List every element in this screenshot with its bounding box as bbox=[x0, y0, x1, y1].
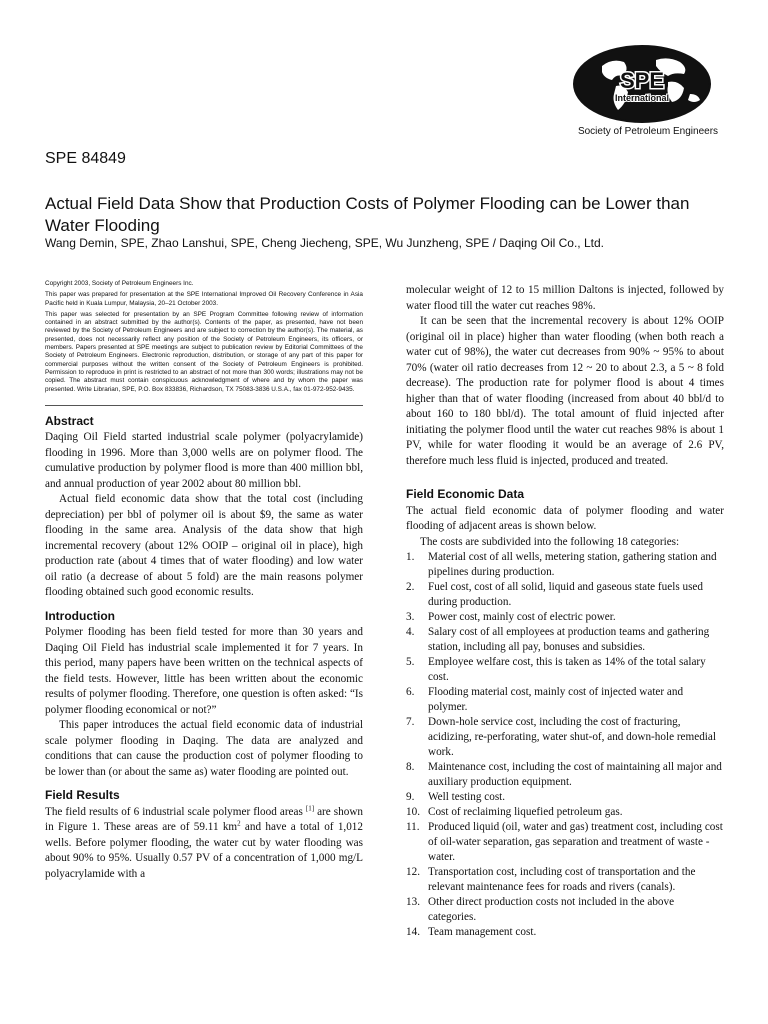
list-item bbox=[406, 685, 724, 715]
text-run: and have a total of 1,012 wells. Before polymer flooding, the water cut by water flooding was about 90% to 95%. Usually 0.57 PV of a concentration of 1,000 mg/L polyacrylamide with a bbox=[45, 821, 363, 880]
left-column bbox=[45, 280, 363, 882]
list-item-text: Employee welfare cost, this is taken as 14% of the total salary cost. bbox=[428, 656, 706, 683]
list-item-number: 5. bbox=[406, 656, 415, 668]
list-item bbox=[406, 790, 724, 805]
list-item-number: 14. bbox=[406, 926, 420, 938]
globe-icon bbox=[572, 44, 712, 124]
list-item-text: Material cost of all wells, metering station, gathering station and pipelines during production. bbox=[428, 551, 717, 578]
list-item-number: 7. bbox=[406, 716, 415, 728]
abstract-heading: Abstract bbox=[45, 413, 94, 428]
list-item-number: 13. bbox=[406, 896, 420, 908]
list-item bbox=[406, 715, 724, 760]
introduction-paragraph: This paper introduces the actual field economic data of industrial scale polymer flooding in Daqing. The data are analyzed and conditions that can cause the production cost of polymer flooding to be lower than (or about the same as) water flooding are pointed out. bbox=[45, 719, 363, 778]
list-item bbox=[406, 580, 724, 610]
field-results-heading: Field Results bbox=[45, 788, 120, 803]
list-item-number: 2. bbox=[406, 581, 415, 593]
list-item bbox=[406, 865, 724, 895]
copyright-line: Copyright 2003, Society of Petroleum Engineers Inc. bbox=[45, 280, 194, 287]
logo-acronym: SPE bbox=[619, 68, 665, 93]
field-economic-paragraph: The actual field economic data of polymer flooding and water flooding of adjacent areas is shown below. bbox=[406, 504, 724, 532]
list-item bbox=[406, 820, 724, 865]
field-economic-paragraph: The costs are subdivided into the following 18 categories: bbox=[420, 535, 680, 548]
list-item-number: 12. bbox=[406, 866, 420, 878]
paper-authors: Wang Demin, SPE, Zhao Lanshui, SPE, Cheng Jiecheng, SPE, Wu Junzheng, SPE / Daqing Oil Co., Ltd. bbox=[45, 236, 604, 250]
list-item-number: 4. bbox=[406, 626, 415, 638]
logo-sub: International bbox=[614, 93, 670, 103]
list-item bbox=[406, 625, 724, 655]
logo-caption: Society of Petroleum Engineers bbox=[577, 126, 719, 137]
copyright-block bbox=[45, 280, 363, 406]
selection-note: This paper was selected for presentation by an SPE Program Committee following review of information contained in an abstract submitted by the author(s). Contents of the paper, as presented, have not been reviewed by the Society of Petroleum Engineers and are subject to correction by the author(s). The material, as presented, does not necessarily reflect any position of the Society of Petroleum Engineers, its officers, or members. Papers presented at SPE meetings are subject to publication review by Editorial Committees of the Society of Petroleum Engineers. Electronic reproduction, distribution, or storage of any part of this paper for commercial purposes without the written consent of the Society of Petroleum Engineers is prohibited. Permission to reproduce in print is restricted to an abstract of not more than 300 words; illustrations may not be copied. The abstract must contain conspicuous acknowledgment of where and by whom the paper was presented. Write Librarian, SPE, P.O. Box 833836, Richardson, TX 75083-3836 U.S.A., fax 01-972-952-9435. bbox=[45, 310, 363, 393]
introduction-paragraph: Polymer flooding has been field tested for more than 30 years and Daqing Oil Field has industrial scale implemented it for 7 years. In this period, many papers have been written on the technical aspects of the field tests. However, little has been written about the economic results of polymer flooding. Therefore, one question is often asked: “Is polymer flooding economical or not?” bbox=[45, 626, 363, 716]
list-item bbox=[406, 925, 724, 940]
list-item bbox=[406, 895, 724, 925]
paper-title: Actual Field Data Show that Production Costs of Polymer Flooding can be Lower than Water Flooding bbox=[45, 194, 690, 235]
list-item bbox=[406, 805, 724, 820]
introduction-heading: Introduction bbox=[45, 608, 115, 623]
list-item-text: Well testing cost. bbox=[428, 791, 506, 803]
text-run: The field results of 6 industrial scale polymer flood areas bbox=[45, 805, 306, 818]
list-item-text: Flooding material cost, mainly cost of injected water and polymer. bbox=[428, 686, 684, 713]
abstract-paragraph: Actual field economic data show that the total cost (including depreciation) per bbl of polymer oil is about $9, the same as water flooding in the same area. Analysis of the data show that high incremental recovery (about 12% OOIP – original oil in place), high production rate (about 4 times that of water flooding) and low water oil ratio (a decrease of about 5 fold) are the main reasons polymer flooding obtained such good economic results. bbox=[45, 493, 363, 599]
list-item bbox=[406, 610, 724, 625]
list-item-number: 6. bbox=[406, 686, 415, 698]
list-item bbox=[406, 550, 724, 580]
list-item-text: Salary cost of all employees at production teams and gathering station, including all pay, bonuses and subsidies. bbox=[428, 626, 710, 653]
abstract-paragraph: Daqing Oil Field started industrial scale polymer (polyacrylamide) flooding in 1996. More than 3,000 wells are on polymer flood. The cumulative production by polymer flood is more than 400 million bbl, and annual production of year 2002 about 80 million bbl. bbox=[45, 431, 363, 490]
citation-ref: [1] bbox=[305, 804, 315, 813]
paper-number: SPE 84849 bbox=[45, 150, 126, 167]
list-item-number: 8. bbox=[406, 761, 415, 773]
list-item-number: 3. bbox=[406, 611, 415, 623]
conference-note: This paper was prepared for presentation at the SPE International Improved Oil Recovery Conference in Asia Pacific held in Kuala Lumpur, Malaysia, 20–21 October 2003. bbox=[45, 291, 363, 307]
list-item-number: 11. bbox=[406, 821, 420, 833]
list-item bbox=[406, 655, 724, 685]
list-item-number: 10. bbox=[406, 806, 420, 818]
list-item-text: Down-hole service cost, including the cost of fracturing, acidizing, re-perforating, water shut-of, and down-hole remedial work. bbox=[428, 716, 716, 758]
list-item bbox=[406, 760, 724, 790]
spe-logo bbox=[572, 44, 724, 142]
list-item-text: Produced liquid (oil, water and gas) treatment cost, including cost of oil-water separation, gas separation and treatment of waste -water. bbox=[428, 821, 723, 863]
field-economic-heading: Field Economic Data bbox=[406, 487, 525, 501]
list-item-text: Transportation cost, including cost of transportation and the relevant maintenance fees for roads and rivers (canals). bbox=[428, 866, 696, 893]
list-item-text: Cost of reclaiming liquefied petroleum gas. bbox=[428, 806, 623, 818]
list-item-text: Power cost, mainly cost of electric power. bbox=[428, 611, 616, 623]
field-results-paragraph: It can be seen that the incremental recovery is about 12% OOIP (original oil in place) higher than water flooding (when both reach a water cut of 98%), the water cut decreases from 90% ~ 95% to about 70% (water oil ratio decreases from 12 ~ 20 to about 2.3, a 5 ~ 8 fold decrease). The production rate for polymer flood is about 4 times higher than that of water flooding (increased from about 40 bbl/d to about 160 to 180 bbl/d). The total amount of fluid injected after initiating the polymer flood until the water cut reaches 98% is about 1 PV, while for water flooding it would be an average of 2.6 PV, therefore much less fluid is injected, produced and treated. bbox=[406, 315, 724, 467]
list-item-number: 9. bbox=[406, 791, 415, 803]
superscript: 2 bbox=[237, 819, 241, 828]
list-item-text: Maintenance cost, including the cost of maintaining all major and auxiliary production equipment. bbox=[428, 761, 722, 788]
cost-categories-list bbox=[406, 550, 724, 940]
list-item-text: Fuel cost, cost of all solid, liquid and gaseous state fuels used during production. bbox=[428, 581, 703, 608]
field-results-continued: molecular weight of 12 to 15 million Daltons is injected, followed by water flood till the water cut reaches 98%. bbox=[406, 284, 724, 312]
list-item-number: 1. bbox=[406, 551, 415, 563]
field-results-paragraph bbox=[45, 805, 363, 883]
text-run: are shown in Figure 1. These areas are of 59.11 km bbox=[45, 805, 363, 834]
right-column bbox=[406, 283, 724, 940]
list-item-text: Other direct production costs not included in the above categories. bbox=[428, 896, 675, 923]
list-item-text: Team management cost. bbox=[428, 926, 537, 938]
